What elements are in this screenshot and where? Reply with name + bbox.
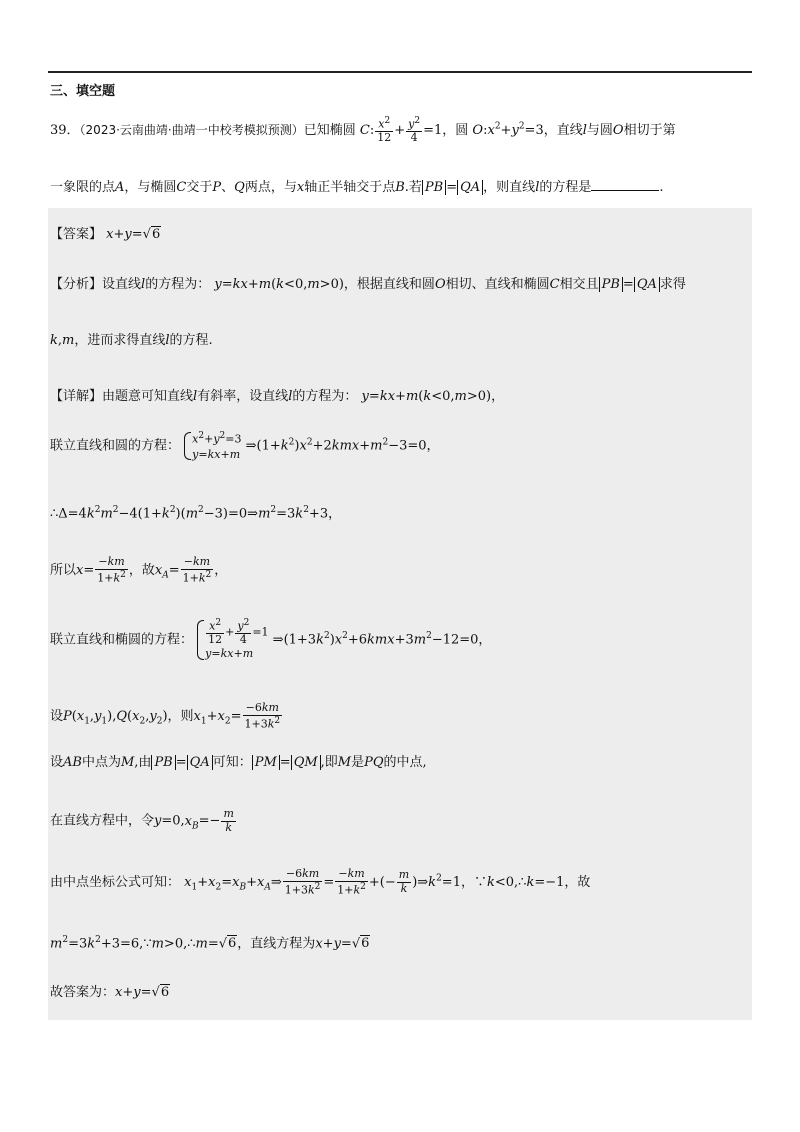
- detail-line-1: 【详解】由题意可知直线l有斜率，设直线l的方程为： y=kx+m(k<0,m>0)，: [50, 389, 505, 404]
- detail-line-pq: 设$P(x_1,y_1),Q(x_2,y_2)$，则$x_1+x_2=$ $\frac{-6km}{1+3k^2}$: [50, 701, 281, 731]
- answer-line: 【答案】 x+y=√6: [50, 227, 161, 242]
- answer-label: 【答案】: [50, 227, 103, 242]
- detail-line-ellipse: 联立直线和椭圆的方程： $\frac{x^2}{12}$ + $\frac{y^2}{4}$ =1 y=kx+m $\Rightarrow(1+3k^2)x^2+6kmx+3m^2-12=0$，: [50, 618, 492, 660]
- solution-box: [48, 208, 752, 1020]
- detail-line-final: 故答案为：x+y=√6: [50, 985, 170, 1000]
- detail-line-delta: $\therefore\Delta=4k^2m^2-4(1+k^2)(m^2-3)=0\Rightarrow m^2=3k^2+3$，: [50, 505, 342, 522]
- detail-line-circle: 联立直线和圆的方程： $x^2+y^2=3$ y=kx+m $\Rightarrow(1+k^2)x^2+2kmx+m^2-3=0$，: [50, 431, 440, 461]
- top-rule: [48, 71, 752, 73]
- question-line-1: 39．（2023·云南曲靖·曲靖一中校考模拟预测）已知椭圆 C: $\frac{x^2}{12}$ + $\frac{y^2}{4}$ =1，圆 $O:x^2+y^2=3$，直线l与圆O相切于第: [50, 116, 676, 145]
- detail-line-m: $m^2=3k^2+3=6,\because m>0,\therefore m=√6$，直线方程为x+y=√6: [50, 935, 370, 952]
- answer-blank[interactable]: [591, 178, 659, 191]
- question-line-2: 一象限的点A，与椭圆C交于P、Q两点，与x轴正半轴交于点B.若 PB = QA ，则直线l的方程是 .: [50, 180, 664, 195]
- detail-label: 【详解】: [50, 389, 103, 404]
- detail-line-xa: 所以x= $\frac{-km}{1+k^2}$ ，故$x_A=$ $\frac{-km}{1+k^2}$ ，: [50, 555, 228, 585]
- detail-line-midpoint: 由中点坐标公式可知： $x_1+x_2=x_B+x_A\Rightarrow$ $\frac{-6km}{1+3k^2}$ = $\frac{-km}{1+k^2}$ +(− $\frac{m}{k}$ )$\Rightarrow k^2=1$，∵k<0,∴k=−1，故: [50, 867, 591, 897]
- question-number: 39．: [50, 122, 80, 138]
- analysis-line-2: k,m，进而求得直线l的方程.: [50, 333, 213, 348]
- detail-line-xb: 在直线方程中，令$y=0,x_B=-$ $\frac{m}{k}$: [50, 807, 234, 834]
- question-source: （2023·云南曲靖·曲靖一中校考模拟预测）: [79, 122, 304, 137]
- section-title: 三、填空题: [50, 84, 116, 99]
- detail-line-mid: 设AB中点为M,由 PB = QA 可知： PM = QM ,即M是PQ的中点,: [50, 755, 427, 770]
- analysis-label: 【分析】: [50, 277, 103, 292]
- analysis-line-1: 【分析】设直线l的方程为： y=kx+m(k<0,m>0)，根据直线和圆O相切、直线和椭圆C相交且 PB = QA 求得: [50, 277, 686, 292]
